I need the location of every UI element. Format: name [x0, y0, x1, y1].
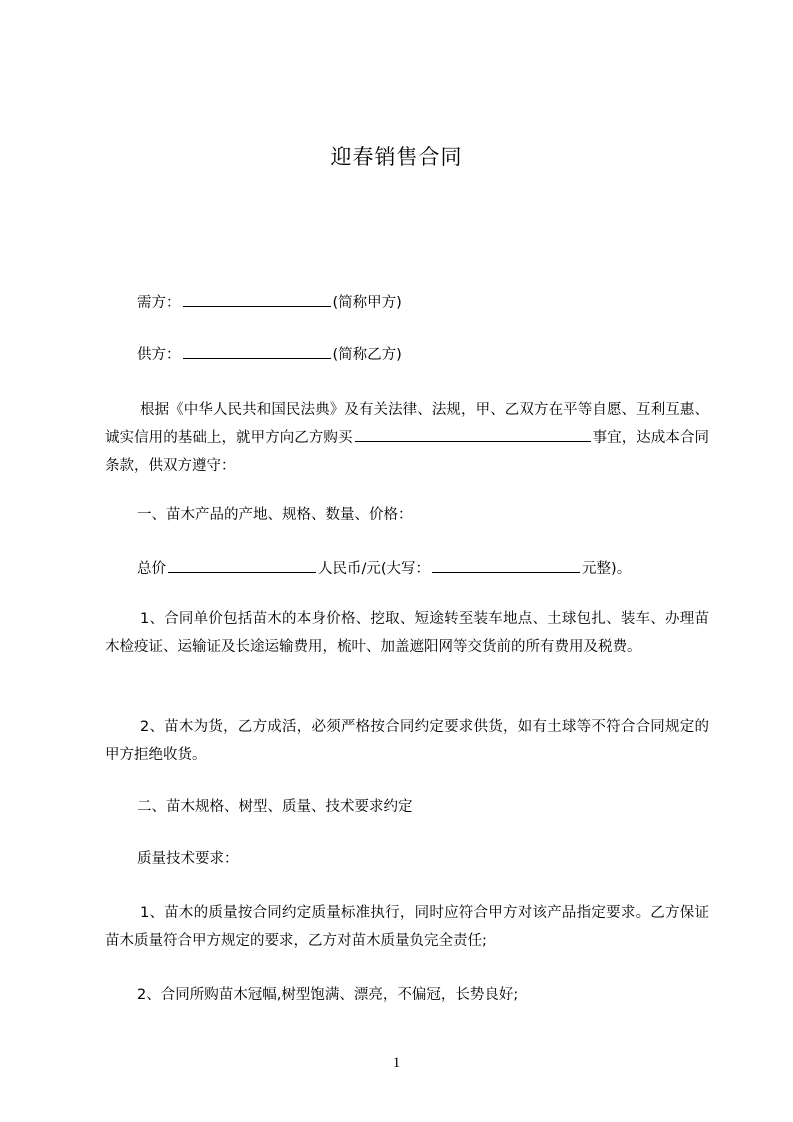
total-price-unit: 人民币/元(大写： — [318, 561, 431, 577]
document-title: 迎春销售合同 — [330, 145, 463, 169]
seller-suffix: (简称乙方) — [332, 347, 402, 363]
total-price-blank[interactable] — [168, 558, 316, 573]
quality-heading: 质量技术要求： — [137, 851, 239, 867]
seller-name-blank[interactable] — [183, 344, 331, 359]
clause2-1: 1、苗木的质量按合同约定质量标准执行，同时应符合甲方对该产品指定要求。乙方保证苗木质量符合甲方规定的要求，乙方对苗木质量负完全责任; — [105, 905, 709, 949]
clause1-1: 1、合同单价包括苗木的本身价格、挖取、短途转至装车地点、土球包扎、装车、办理苗木检疫证、运输证及长途运输费用，梳叶、加盖遮阳网等交货前的所有费用及税费。 — [105, 611, 709, 655]
total-price-end: 元整)。 — [582, 561, 632, 577]
section2-heading: 二、苗木规格、树型、质量、技术要求约定 — [137, 799, 413, 815]
purchase-item-blank[interactable] — [355, 427, 591, 442]
buyer-name-blank[interactable] — [183, 292, 331, 307]
buyer-line — [137, 292, 402, 313]
seller-label: 供方： — [137, 347, 181, 363]
seller-line — [137, 344, 402, 365]
buyer-suffix: (简称甲方) — [332, 295, 402, 311]
page-number: 1 — [392, 1055, 401, 1071]
intro-text-1: 根据《中华人民共和国民法典》及有关法律、法规，甲、乙双方在平等自愿、互利互惠、诚实信用的基础上，就甲方向乙方购买 — [105, 402, 709, 446]
buyer-label: 需方： — [137, 295, 181, 311]
total-price-capital-blank[interactable] — [432, 558, 580, 573]
total-price-line — [137, 558, 631, 579]
clause1-2: 2、苗木为货，乙方成活，必须严格按合同约定要求供货，如有土球等不符合合同规定的甲方拒绝收货。 — [105, 719, 709, 763]
intro-paragraph — [105, 396, 709, 480]
section1-heading: 一、苗木产品的产地、规格、数量、价格： — [137, 507, 413, 523]
intro-text-2: 事宜，达成本合同条款，供双方遵守： — [105, 430, 710, 474]
total-price-label: 总价 — [137, 561, 166, 577]
clause2-2: 2、合同所购苗木冠幅,树型饱满、漂亮，不偏冠，长势良好; — [137, 987, 519, 1003]
